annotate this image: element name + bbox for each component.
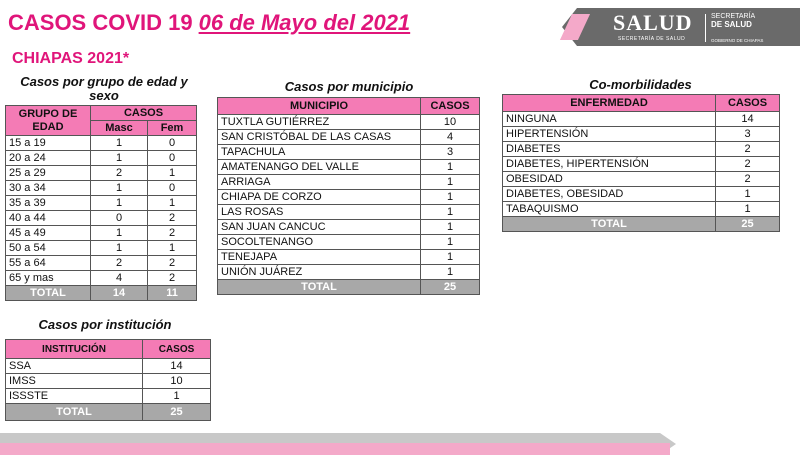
age-row-value: 1 <box>148 196 197 211</box>
age-total-label: TOTAL <box>6 286 91 301</box>
disease-col-header: ENFERMEDAD <box>503 95 716 112</box>
age-row-value: 1 <box>91 241 148 256</box>
logo-divider <box>705 14 706 42</box>
report-date: 06 de Mayo del 2021 <box>198 10 411 35</box>
institution-section-title: Casos por institución <box>38 317 172 332</box>
age-row-label: 25 a 29 <box>6 166 91 181</box>
age-table <box>5 105 197 301</box>
municipality-row-value: 4 <box>421 130 480 145</box>
institution-table-body <box>6 359 211 404</box>
age-row-value: 1 <box>91 136 148 151</box>
comorbidity-row-value: 2 <box>716 142 780 157</box>
municipality-row-label: AMATENANGO DEL VALLE <box>218 160 421 175</box>
municipality-row <box>218 220 480 235</box>
logo-right-line2: DE SALUD <box>711 20 752 29</box>
age-row-value: 2 <box>148 211 197 226</box>
comorbidity-row-value: 2 <box>716 172 780 187</box>
institution-total-label: TOTAL <box>6 404 143 421</box>
age-row-value: 2 <box>91 166 148 181</box>
municipality-row-value: 1 <box>421 265 480 280</box>
institution-row <box>6 359 211 374</box>
age-row <box>6 196 197 211</box>
age-row <box>6 151 197 166</box>
age-total-female: 11 <box>148 286 197 301</box>
age-row-value: 1 <box>148 166 197 181</box>
comorbidity-row-value: 2 <box>716 157 780 172</box>
comorbidity-section-title: Co-morbilidades <box>589 77 692 92</box>
age-row-label: 40 a 44 <box>6 211 91 226</box>
male-col-header: Masc <box>91 121 148 136</box>
age-row-label: 50 a 54 <box>6 241 91 256</box>
age-row-value: 4 <box>91 271 148 286</box>
institution-row <box>6 389 211 404</box>
age-row <box>6 166 197 181</box>
institution-row-value: 1 <box>143 389 211 404</box>
municipality-row <box>218 190 480 205</box>
age-row-value: 1 <box>91 151 148 166</box>
age-row-value: 2 <box>148 226 197 241</box>
age-row-value: 2 <box>148 271 197 286</box>
age-row-label: 65 y mas <box>6 271 91 286</box>
logo-gobierno: GOBIERNO DE CHIAPAS <box>711 38 764 43</box>
municipality-row-value: 1 <box>421 160 480 175</box>
comorbidity-row-label: TABAQUISMO <box>503 202 716 217</box>
municipality-row-value: 10 <box>421 115 480 130</box>
comorbidity-table <box>502 94 780 232</box>
municipality-total-value: 25 <box>421 280 480 295</box>
age-row-value: 1 <box>91 181 148 196</box>
institution-total-value: 25 <box>143 404 211 421</box>
municipality-row-label: SAN JUAN CANCUC <box>218 220 421 235</box>
age-row <box>6 256 197 271</box>
municipality-row-label: TENEJAPA <box>218 250 421 265</box>
age-row-label: 35 a 39 <box>6 196 91 211</box>
municipality-cases-header: CASOS <box>421 98 480 115</box>
municipality-row-value: 1 <box>421 220 480 235</box>
age-row-value: 2 <box>148 256 197 271</box>
municipality-row-label: ARRIAGA <box>218 175 421 190</box>
comorbidity-row-label: DIABETES, HIPERTENSIÓN <box>503 157 716 172</box>
municipality-row <box>218 265 480 280</box>
logo-salud-text: SALUD <box>613 10 693 35</box>
age-row-value: 1 <box>148 241 197 256</box>
institution-table <box>5 339 211 421</box>
municipality-table-body <box>218 115 480 280</box>
municipality-row-value: 1 <box>421 175 480 190</box>
comorbidity-row-value: 14 <box>716 112 780 127</box>
comorbidity-table-body <box>503 112 780 217</box>
age-row-value: 1 <box>91 226 148 241</box>
institution-row-label: IMSS <box>6 374 143 389</box>
municipality-table <box>217 97 480 295</box>
institution-total-row <box>6 404 211 421</box>
municipality-row-label: CHIAPA DE CORZO <box>218 190 421 205</box>
institution-row <box>6 374 211 389</box>
municipality-row-label: LAS ROSAS <box>218 205 421 220</box>
age-row <box>6 271 197 286</box>
institution-row-label: SSA <box>6 359 143 374</box>
institution-col-header: INSTITUCIÓN <box>6 340 143 359</box>
municipality-row-label: UNIÓN JUÁREZ <box>218 265 421 280</box>
municipality-section-title: Casos por municipio <box>284 79 414 94</box>
comorbidity-row <box>503 157 780 172</box>
municipality-row-label: TUXTLA GUTIÉRREZ <box>218 115 421 130</box>
comorbidity-row-label: DIABETES, OBESIDAD <box>503 187 716 202</box>
age-col-header: GRUPO DE EDAD <box>6 106 91 136</box>
age-row <box>6 211 197 226</box>
municipality-row-label: TAPACHULA <box>218 145 421 160</box>
page-title <box>8 10 410 36</box>
comorbidity-row <box>503 127 780 142</box>
age-row-value: 1 <box>91 196 148 211</box>
comorbidity-row-value: 1 <box>716 187 780 202</box>
municipality-row-value: 3 <box>421 145 480 160</box>
municipality-row-value: 1 <box>421 250 480 265</box>
comorbidity-row-label: OBESIDAD <box>503 172 716 187</box>
comorbidity-total-value: 25 <box>716 217 780 232</box>
age-row <box>6 136 197 151</box>
female-col-header: Fem <box>148 121 197 136</box>
municipality-row <box>218 250 480 265</box>
institution-cases-header: CASOS <box>143 340 211 359</box>
comorbidity-row <box>503 172 780 187</box>
age-table-body <box>6 136 197 286</box>
comorbidity-row-value: 1 <box>716 202 780 217</box>
municipality-row <box>218 160 480 175</box>
age-row-value: 0 <box>91 211 148 226</box>
age-total-male: 14 <box>91 286 148 301</box>
logo-secretaria <box>711 13 755 30</box>
age-row-value: 2 <box>91 256 148 271</box>
municipality-row <box>218 235 480 250</box>
age-row-label: 55 a 64 <box>6 256 91 271</box>
logo-sub-text: SECRETARÍA DE SALUD <box>618 36 686 42</box>
age-row-value: 0 <box>148 136 197 151</box>
footer-pink-bar <box>0 443 670 455</box>
comorbidity-row <box>503 187 780 202</box>
comorbidity-total-label: TOTAL <box>503 217 716 232</box>
age-row <box>6 241 197 256</box>
age-section-title: Casos por grupo de edad y sexo <box>20 74 188 103</box>
comorbidity-row <box>503 142 780 157</box>
age-row-label: 15 a 19 <box>6 136 91 151</box>
age-total-row <box>6 286 197 301</box>
municipality-row-label: SOCOLTENANGO <box>218 235 421 250</box>
comorbidity-row <box>503 202 780 217</box>
comorbidity-row <box>503 112 780 127</box>
institution-row-label: ISSSTE <box>6 389 143 404</box>
state-subtitle: CHIAPAS 2021* <box>12 50 130 67</box>
municipality-row <box>218 175 480 190</box>
municipality-row-value: 1 <box>421 235 480 250</box>
municipality-row <box>218 145 480 160</box>
municipality-col-header: MUNICIPIO <box>218 98 421 115</box>
age-row <box>6 181 197 196</box>
comorbidity-row-label: HIPERTENSIÓN <box>503 127 716 142</box>
institution-row-value: 14 <box>143 359 211 374</box>
age-row <box>6 226 197 241</box>
age-row-value: 0 <box>148 151 197 166</box>
age-row-label: 45 a 49 <box>6 226 91 241</box>
municipality-row <box>218 115 480 130</box>
comorbidity-row-value: 3 <box>716 127 780 142</box>
title-text: CASOS COVID 19 <box>8 10 193 35</box>
municipality-row-value: 1 <box>421 190 480 205</box>
institution-row-value: 10 <box>143 374 211 389</box>
comorbidity-row-label: NINGUNA <box>503 112 716 127</box>
comorbidity-cases-header: CASOS <box>716 95 780 112</box>
age-row-value: 0 <box>148 181 197 196</box>
municipality-row <box>218 130 480 145</box>
age-row-label: 20 a 24 <box>6 151 91 166</box>
comorbidity-row-label: DIABETES <box>503 142 716 157</box>
municipality-row-value: 1 <box>421 205 480 220</box>
municipality-row-label: SAN CRISTÓBAL DE LAS CASAS <box>218 130 421 145</box>
comorbidity-total-row <box>503 217 780 232</box>
logo-right-line1: SECRETARÍA <box>711 13 756 20</box>
age-row-label: 30 a 34 <box>6 181 91 196</box>
cases-col-header: CASOS <box>91 106 197 121</box>
municipality-total-label: TOTAL <box>218 280 421 295</box>
municipality-row <box>218 205 480 220</box>
municipality-total-row <box>218 280 480 295</box>
